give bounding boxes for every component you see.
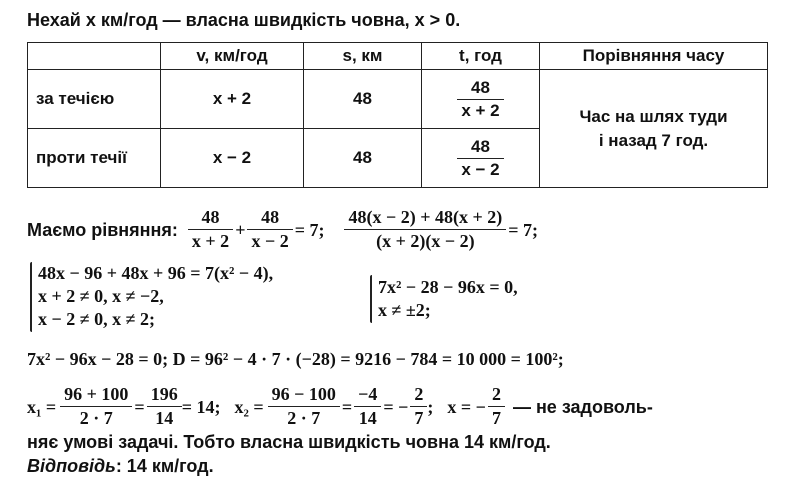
answer-label: Відповідь	[27, 456, 116, 476]
fraction-2	[247, 206, 292, 253]
plus-sign: +	[235, 219, 246, 240]
x2-num: 96 − 100	[268, 383, 340, 407]
x2-den-3: 7	[414, 408, 424, 428]
x2-den: 2 · 7	[287, 408, 321, 428]
x2-label: x₂ =	[234, 396, 264, 417]
equation-line	[27, 206, 538, 253]
row-time	[422, 129, 540, 188]
x2-fraction-3	[410, 383, 427, 430]
x1-den-2: 14	[155, 408, 174, 428]
system-1-brace	[30, 262, 32, 332]
fraction-1	[188, 206, 233, 253]
fraction-2-den: x − 2	[251, 231, 289, 251]
x1-label: x₁ =	[27, 396, 57, 417]
x1-fraction	[60, 383, 132, 430]
answer-value: : 14 км/год.	[115, 456, 214, 476]
system-2-line: 7x² − 28 − 96x = 0,	[378, 277, 518, 297]
system-1-line: 48x − 96 + 48x + 96 = 7(x² − 4),	[38, 263, 274, 283]
time-denominator: x − 2	[461, 159, 500, 179]
comparison-line-1: Час на шлях туди	[579, 106, 728, 126]
x1-den: 2 · 7	[79, 408, 113, 428]
conclusion-line: няє умові задачі. Тобто власна швидкість човна 14 км/год.	[27, 432, 551, 452]
fraction-3-den: (x + 2)(x − 2)	[376, 231, 475, 251]
discriminant-line: 7x² − 96x − 28 = 0; D = 96² − 4 · 7 · (−28) = 9216 − 784 = 10 000 = 100²;	[27, 349, 564, 369]
time-numerator: 48	[457, 77, 503, 100]
system-2	[378, 276, 518, 322]
comparison-line-2: і назад 7 год.	[598, 130, 709, 150]
x-num: 2	[488, 383, 505, 407]
row-label: проти течії	[28, 129, 161, 188]
x2-num-3: 2	[410, 383, 427, 407]
x-label: x = −	[447, 396, 486, 417]
header-speed: v, км/год	[161, 43, 304, 70]
x2-den-2: 14	[358, 408, 377, 428]
row-speed: x − 2	[161, 129, 304, 188]
motion-table	[27, 42, 768, 188]
row-distance: 48	[304, 129, 422, 188]
system-2-brace	[370, 275, 372, 323]
table-header-row	[28, 43, 768, 70]
equation-prefix: Маємо рівняння:	[27, 219, 178, 240]
system-2-line: x ≠ ±2;	[378, 300, 431, 320]
x2-fraction-2	[354, 383, 381, 430]
row-speed: x + 2	[161, 70, 304, 129]
fraction-3	[344, 206, 506, 253]
system-1-line: x − 2 ≠ 0, x ≠ 2;	[38, 309, 156, 329]
x1-num: 96 + 100	[60, 383, 132, 407]
roots-tail: — не задоволь-	[512, 396, 653, 417]
answer-line	[27, 456, 214, 476]
system-1-line: x + 2 ≠ 0, x ≠ −2,	[38, 286, 164, 306]
x-fraction	[488, 383, 505, 430]
system-1	[38, 262, 273, 331]
x1-value: = 14;	[181, 396, 221, 417]
x-den: 7	[491, 408, 501, 428]
row-time	[422, 70, 540, 129]
header-time: t, год	[422, 43, 540, 70]
x1-num-2: 196	[147, 383, 182, 407]
header-distance: s, км	[304, 43, 422, 70]
row-distance: 48	[304, 70, 422, 129]
roots-line: x₁ = $\frac{96 + 100}{2 \cdot 7}$ = $\frac{196}{14}$ = 14; x₂ = $\frac{96 - 100}{2 \cdot 7}$ = $\frac{-4}{14}$ = − $\frac{2}{7}$ ; x = − $\frac{2}{7}$ — не задоволь-	[27, 384, 653, 428]
table-row	[28, 70, 768, 129]
problem-intro: Нехай x км/год — власна швидкість човна, x > 0.	[27, 10, 461, 30]
comparison-cell	[540, 70, 768, 188]
header-comparison: Порівняння часу	[540, 43, 768, 70]
fraction-2-num: 48	[247, 206, 292, 230]
time-denominator: x + 2	[461, 100, 500, 120]
row-label: за течією	[28, 70, 161, 129]
equation-1-tail: = 7;	[294, 219, 325, 240]
equation-2-tail: = 7;	[508, 219, 538, 240]
fraction-1-num: 48	[188, 206, 233, 230]
fraction-3-num: 48(x − 2) + 48(x + 2)	[344, 206, 506, 230]
header-empty	[28, 43, 161, 70]
fraction-1-den: x + 2	[191, 231, 230, 251]
x2-fraction	[268, 383, 340, 430]
x2-num-2: −4	[354, 383, 381, 407]
x1-fraction-2	[147, 383, 182, 430]
time-numerator: 48	[457, 136, 503, 159]
